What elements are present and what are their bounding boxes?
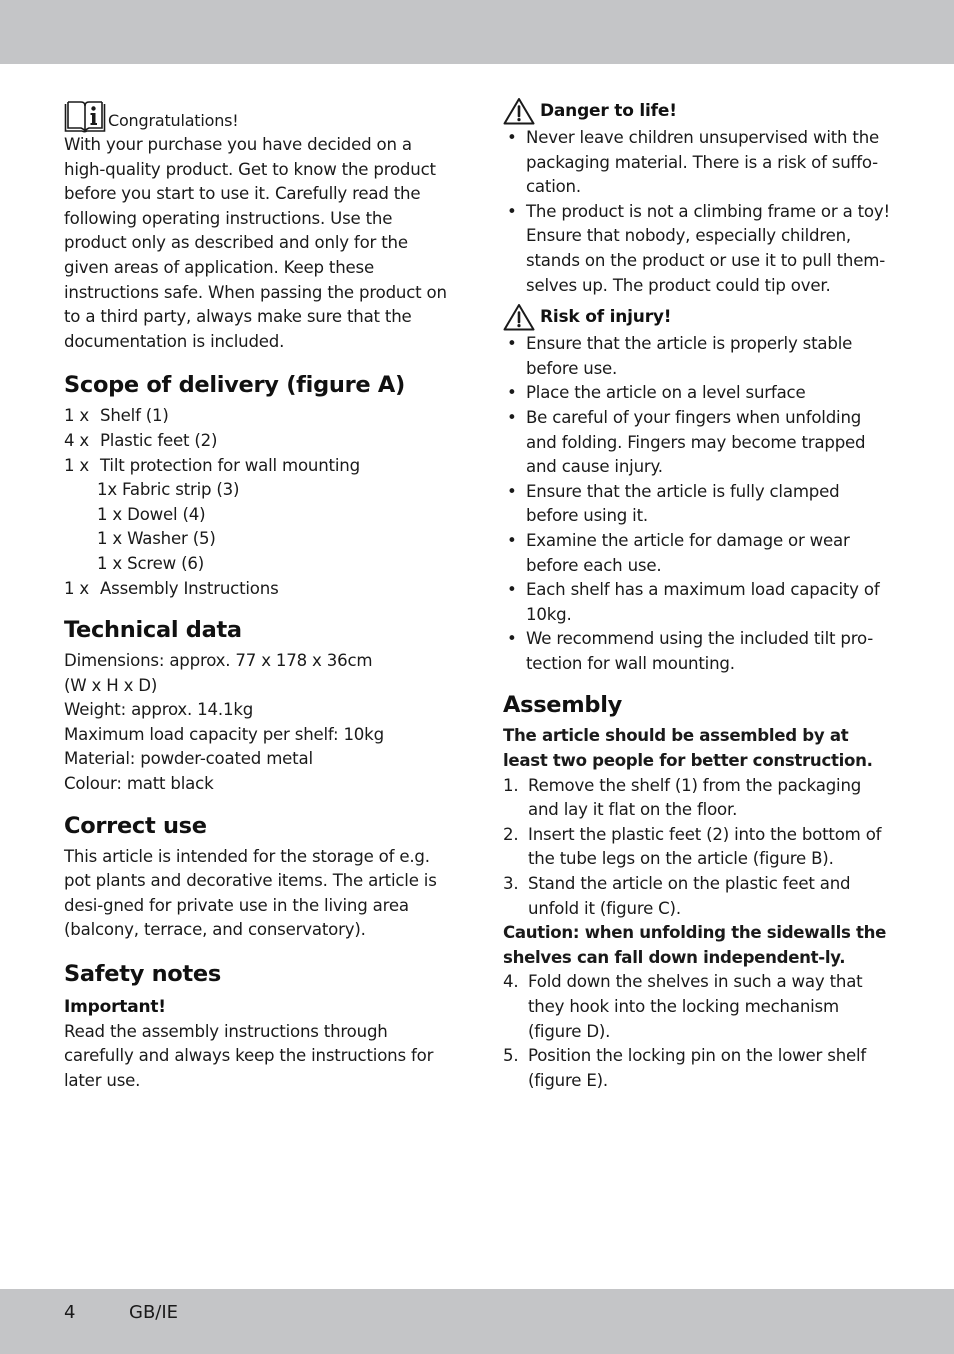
danger-title: Danger to life! bbox=[540, 101, 677, 121]
assembly-steps bbox=[503, 774, 895, 922]
list-item: • Never leave children unsupervised with the packaging material. There is a risk of suffo-cation. bbox=[503, 126, 895, 200]
scope-title: Scope of delivery (figure A) bbox=[64, 372, 405, 399]
intro-first-line: Congratulations! bbox=[108, 111, 239, 130]
important-body: Read the assembly instructions through carefully and always keep the instructions for later use. bbox=[64, 1021, 434, 1090]
list-item bbox=[64, 577, 452, 602]
list-item bbox=[64, 429, 452, 454]
info-book-icon bbox=[64, 100, 106, 133]
scope-list bbox=[64, 404, 452, 601]
assembly-title: Assembly bbox=[503, 692, 622, 719]
list-item bbox=[503, 1044, 895, 1093]
item-label: Tilt protection for wall mounting bbox=[100, 455, 360, 475]
list-item: • Each shelf has a maximum load capacity of 10kg. bbox=[503, 578, 895, 627]
technical-line: (W x H x D) bbox=[64, 675, 158, 695]
sub-item: 1 x Washer (5) bbox=[97, 529, 216, 549]
list-item bbox=[503, 823, 895, 872]
injury-list bbox=[503, 332, 895, 676]
item-label: Shelf (1) bbox=[100, 406, 169, 426]
list-item bbox=[503, 774, 895, 823]
step-number: 3. bbox=[503, 874, 519, 894]
step-text: Fold down the shelves in such a way that they hook into the locking mechanism (figure D). bbox=[528, 972, 863, 1041]
item-label: Plastic feet (2) bbox=[100, 430, 218, 450]
intro-body: With your purchase you have decided on a high-quality product. Get to know the product before you start to use it. Carefully read the following operating instructions. Use the product only as described and only for the given areas of application. Keep these instructions safe. When passing the product on to a third party, always make sure that the documentation is included. bbox=[64, 135, 447, 351]
important-label: Important! bbox=[64, 997, 166, 1018]
left-column bbox=[64, 96, 452, 1093]
list-item bbox=[64, 454, 452, 479]
step-text: Stand the article on the plastic feet and unfold it (figure C). bbox=[528, 874, 851, 918]
list-item: • Be careful of your fingers when unfolding and folding. Fingers may become trapped and cause injury. bbox=[503, 406, 895, 480]
technical-line: Weight: approx. 14.1kg bbox=[64, 700, 254, 720]
list-item: • Ensure that the article is properly stable before use. bbox=[503, 332, 895, 381]
technical-line: Material: powder-coated metal bbox=[64, 749, 313, 769]
step-number: 4. bbox=[503, 972, 519, 992]
sub-item: 1 x Screw (6) bbox=[97, 553, 205, 573]
list-item: • Examine the article for damage or wear before each use. bbox=[503, 529, 895, 578]
list-item bbox=[503, 970, 895, 1044]
danger-list bbox=[503, 126, 895, 298]
list-item: • We recommend using the included tilt pro-tection for wall mounting. bbox=[503, 627, 895, 676]
technical-line: Maximum load capacity per shelf: 10kg bbox=[64, 724, 384, 744]
step-number: 5. bbox=[503, 1046, 519, 1066]
step-text: Insert the plastic feet (2) into the bottom of the tube legs on the article (figure B). bbox=[528, 824, 882, 869]
language-code: GB/IE bbox=[129, 1302, 179, 1323]
warning-triangle-icon bbox=[503, 303, 535, 331]
technical-title: Technical data bbox=[64, 617, 242, 644]
right-column bbox=[503, 96, 895, 1093]
assembly-caution: Caution: when unfolding the sidewalls the shelves can fall down independent-ly. bbox=[503, 923, 887, 967]
technical-line: Dimensions: approx. 77 x 178 x 36cm bbox=[64, 651, 373, 671]
injury-heading bbox=[503, 302, 895, 332]
danger-heading bbox=[503, 96, 895, 126]
correct-use-body: This article is intended for the storage of e.g. pot plants and decorative items. The article is desi-gned for private use in the living area (balcony, terrace, and conservatory). bbox=[64, 846, 437, 940]
step-text: Remove the shelf (1) from the packaging and lay it flat on the floor. bbox=[528, 775, 862, 820]
correct-use-title: Correct use bbox=[64, 812, 207, 839]
assembly-steps bbox=[503, 970, 895, 1093]
assembly-lead: The article should be assembled by at least two people for better construction. bbox=[503, 726, 873, 771]
technical-list bbox=[64, 649, 452, 797]
item-qty: 4 x bbox=[64, 430, 90, 450]
list-item: • Place the article on a level surface bbox=[503, 381, 895, 406]
list-item bbox=[64, 404, 452, 429]
step-text: Position the locking pin on the lower shelf (figure E). bbox=[528, 1046, 867, 1090]
intro-heading bbox=[64, 96, 452, 133]
header-band bbox=[0, 0, 954, 64]
step-number: 2. bbox=[503, 824, 519, 844]
item-label: Assembly Instructions bbox=[100, 578, 279, 598]
list-item: • Ensure that the article is fully clamped before using it. bbox=[503, 480, 895, 529]
list-item bbox=[503, 872, 895, 921]
list-item: • The product is not a climbing frame or a toy! Ensure that nobody, especially children, stands on the product or use it to pull them-selves up. The product could tip over. bbox=[503, 200, 895, 298]
injury-title: Risk of injury! bbox=[540, 307, 672, 328]
sub-item: 1 x Dowel (4) bbox=[97, 504, 206, 524]
technical-line: Colour: matt black bbox=[64, 774, 214, 794]
item-qty: 1 x bbox=[64, 406, 90, 426]
item-qty: 1 x bbox=[64, 578, 90, 598]
step-number: 1. bbox=[503, 775, 519, 795]
warning-triangle-icon bbox=[503, 97, 535, 125]
safety-title: Safety notes bbox=[64, 961, 221, 988]
item-qty: 1 x bbox=[64, 455, 90, 475]
page-number: 4 bbox=[64, 1302, 76, 1323]
sub-item: 1x Fabric strip (3) bbox=[97, 480, 240, 500]
